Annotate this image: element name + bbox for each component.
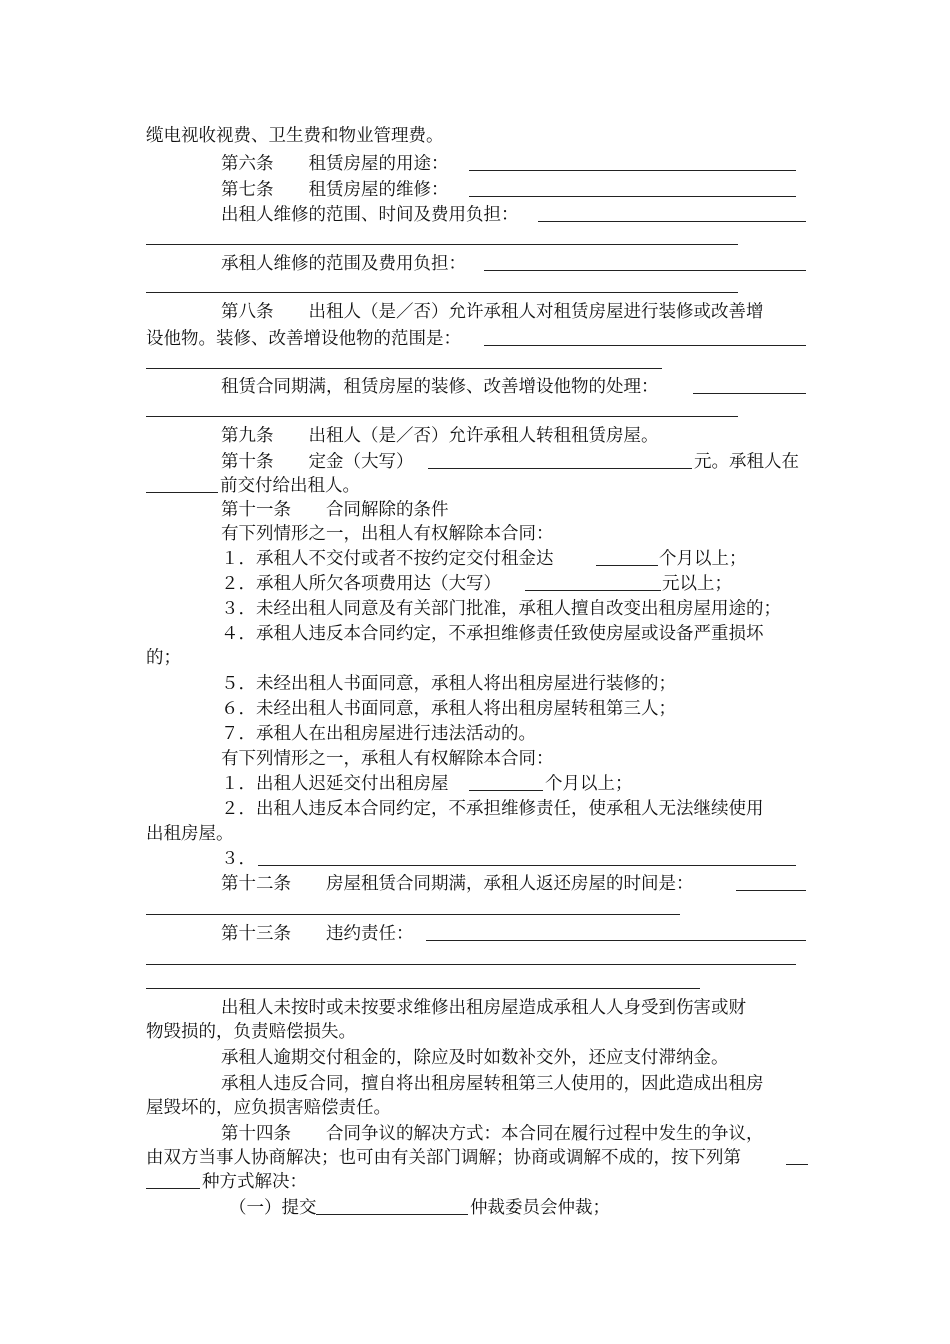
list-item: ５．未经出租人书面同意，承租人将出租房屋进行装修的； (221, 674, 676, 694)
text-line: 出租人维修的范围、时间及费用负担： (221, 205, 519, 225)
list-item: １．承租人不交付或者不按约定交付租金达 (221, 549, 554, 569)
list-item: ７．承租人在出租房屋进行违法活动的。 (221, 724, 536, 744)
text-line: 种方式解决： (202, 1172, 307, 1192)
blank-line (146, 492, 218, 493)
text-line: 前交付给出租人。 (220, 476, 360, 496)
blank-line (426, 940, 806, 941)
blank-line (525, 590, 661, 591)
text-line: 的； (146, 648, 181, 668)
blank-line (146, 914, 680, 915)
article-11-heading: 第十一条 合同解除的条件 (221, 500, 449, 520)
text-line: 承租人违反合同，擅自将出租房屋转租第三人使用的，因此造成出租房 (221, 1074, 764, 1094)
text-line: 有下列情形之一，出租人有权解除本合同： (221, 524, 554, 544)
blank-line (146, 368, 662, 369)
list-item: ３． (221, 849, 256, 869)
text-line: （一）提交 (229, 1198, 317, 1218)
article-13-heading: 第十三条 违约责任： (221, 924, 414, 944)
blank-line (428, 468, 692, 469)
text-line: 缆电视收视费、卫生费和物业管理费。 (146, 126, 444, 146)
list-item: ６．未经出租人书面同意，承租人将出租房屋转租第三人； (221, 699, 676, 719)
blank-line (146, 1188, 200, 1189)
text-line: 租赁合同期满，租赁房屋的装修、改善增设他物的处理： (221, 377, 659, 397)
article-7-heading: 第七条 租赁房屋的维修： (221, 180, 449, 200)
text-line: 仲裁委员会仲裁； (470, 1198, 610, 1218)
article-14-heading: 第十四条 合同争议的解决方式：本合同在履行过程中发生的争议， (221, 1124, 764, 1144)
text-line: 出租人未按时或未按要求维修出租房屋造成承租人人身受到伤害或财 (221, 998, 746, 1018)
blank-line (786, 1164, 808, 1165)
article-6-heading: 第六条 租赁房屋的用途： (221, 154, 449, 174)
blank-line (258, 865, 796, 866)
text-line: 个月以上； (545, 774, 633, 794)
blank-line (596, 565, 658, 566)
article-9-heading: 第九条 出租人（是／否）允许承租人转租租赁房屋。 (221, 426, 659, 446)
text-line: 物毁损的，负责赔偿损失。 (146, 1022, 356, 1042)
blank-line (316, 1214, 468, 1215)
list-item: ３．未经出租人同意及有关部门批准，承租人擅自改变出租房屋用途的； (221, 599, 781, 619)
blank-line (736, 890, 806, 891)
blank-line (469, 170, 796, 171)
article-10-heading: 第十条 定金（大写） (221, 452, 414, 472)
text-line: 承租人逾期交付租金的，除应及时如数补交外，还应支付滞纳金。 (221, 1048, 729, 1068)
text-line: 元。承租人在 (694, 452, 799, 472)
article-12-heading: 第十二条 房屋租赁合同期满，承租人返还房屋的时间是： (221, 874, 694, 894)
text-line: 由双方当事人协商解决；也可由有关部门调解；协商或调解不成的，按下列第 (146, 1148, 741, 1168)
text-line: 屋毁坏的，应负损害赔偿责任。 (146, 1098, 391, 1118)
list-item: ２．承租人所欠各项费用达（大写） (221, 574, 501, 594)
blank-line (146, 964, 796, 965)
blank-line (146, 292, 738, 293)
text-line: 设他物。装修、改善增设他物的范围是： (146, 329, 461, 349)
blank-line (693, 393, 806, 394)
list-item: ４．承租人违反本合同约定，不承担维修责任致使房屋或设备严重损坏 (221, 624, 764, 644)
text-line: 承租人维修的范围及费用负担： (221, 254, 466, 274)
text-line: 元以上； (662, 574, 732, 594)
blank-line (484, 270, 806, 271)
list-item: １．出租人迟延交付出租房屋 (221, 774, 449, 794)
blank-line (484, 345, 806, 346)
blank-line (146, 416, 738, 417)
blank-line (469, 196, 796, 197)
blank-line (469, 790, 543, 791)
article-8-heading: 第八条 出租人（是／否）允许承租人对租赁房屋进行装修或改善增 (221, 302, 764, 322)
text-line: 有下列情形之一，承租人有权解除本合同： (221, 749, 554, 769)
blank-line (538, 221, 806, 222)
blank-line (146, 988, 700, 989)
list-item: ２．出租人违反本合同约定，不承担维修责任，使承租人无法继续使用 (221, 799, 764, 819)
text-line: 个月以上； (659, 549, 747, 569)
blank-line (146, 244, 738, 245)
text-line: 出租房屋。 (146, 824, 234, 844)
